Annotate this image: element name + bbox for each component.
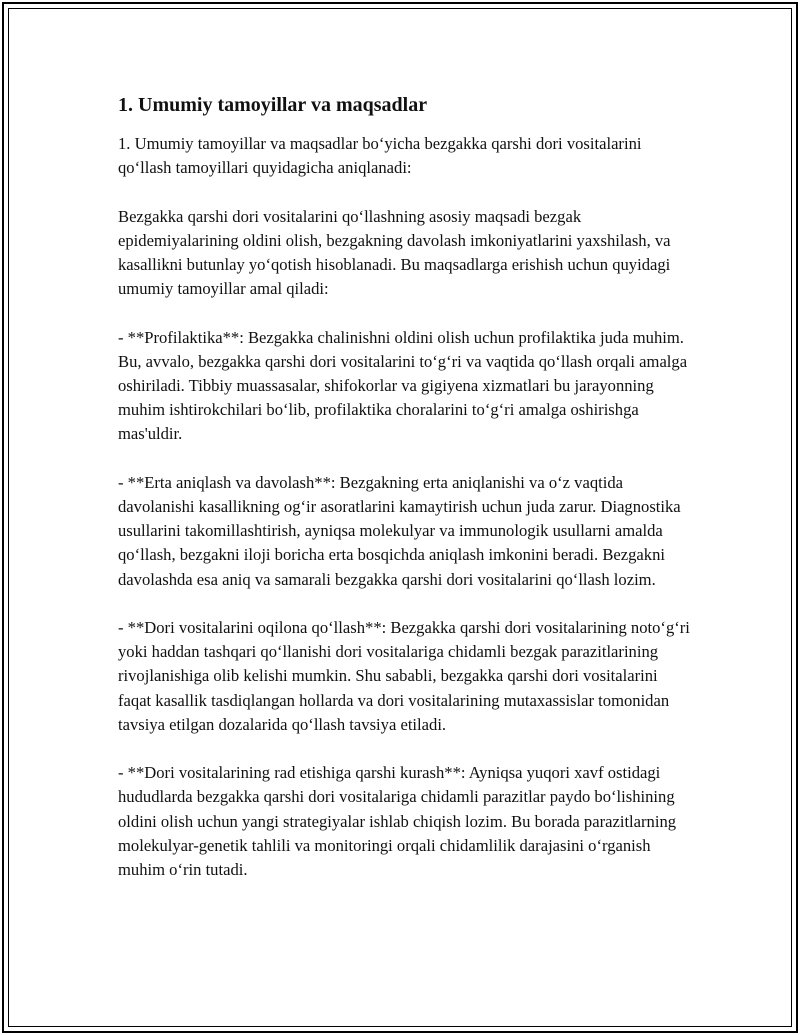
paragraph-intro: 1. Umumiy tamoyillar va maqsadlar bo‘yicha bezgakka qarshi dori vositalarini qo‘llash tamoyillari quyidagicha aniqlanadi: [118,134,642,178]
paragraph-early-detection: - **Erta aniqlash va davolash**: Bezgakning erta aniqlanishi va o‘z vaqtida davolanishi kasallikning og‘ir asoratlarini kamaytirish uchun juda zarur. Diagnostika usullarini takomillashtirish, ayniqsa molekulyar va immunologik usullarni amalda qo‘llash, bezgakni iloji boricha erta bosqichda aniqlash imkonini beradi. Bezgakni davolashda esa aniq va samarali bezgakka qarshi dori vositalarini qo‘llash lozim. [118,472,681,589]
paragraph-resistance: - **Dori vositalarining rad etishiga qarshi kurash**: Ayniqsa yuqori xavf ostidagi hududlarda bezgakka qarshi dori vositalariga chidamli parazitlar paydo bo‘lishining oldini olish uchun yangi strategiyalar ishlab chiqish lozim. Bu borada parazitlarning molekulyar-genetik tahlili va monitoringi orqali chidamlilik darajasini o‘rganish muhim o‘rin tutadi. [118,763,677,880]
paragraph-main-goal: Bezgakka qarshi dori vositalarini qo‘llashning asosiy maqsadi bezgak epidemiyalarining oldini olish, bezgakning davolash imkoniyatlarini yaxshilash, va kasallikni butunlay yo‘qotish hisoblanadi. Bu maqsadlarga erishish uchun quyidagi umumiy tamoyillar amal qiladi: [118,206,671,299]
paragraph-rational-use: - **Dori vositalarini oqilona qo‘llash**: Bezgakka qarshi dori vositalarining noto‘g‘ri yoki haddan tashqari qo‘llanishi dori vositalariga chidamli bezgak parazitlarining rivojlanishiga olib kelishi mumkin. Shu sababli, bezgakka qarshi dori vositalarini faqat kasallik tasdiqlangan hollarda va dori vositalarining mutaxassislar tomonidan tavsiya etilgan dozalarida qo‘llash tavsiya etiladi. [118,618,690,734]
section-title: 1. Umumiy tamoyillar va maqsadlar [118,94,428,116]
paragraph-prophylaxis: - **Profilaktika**: Bezgakka chalinishni oldini olish uchun profilaktika juda muhim. Bu, avvalo, bezgakka qarshi dori vositalarini to‘g‘ri va vaqtida qo‘llash orqali amalga oshiriladi. Tibbiy muassasalar, shifokorlar va gigiyena xizmatlari bu jarayonning muhim ishtirokchilari bo‘lib, profilaktika choralarini to‘g‘ri amalga oshirishga mas'uldir. [118,327,688,444]
document-body [118,92,692,906]
